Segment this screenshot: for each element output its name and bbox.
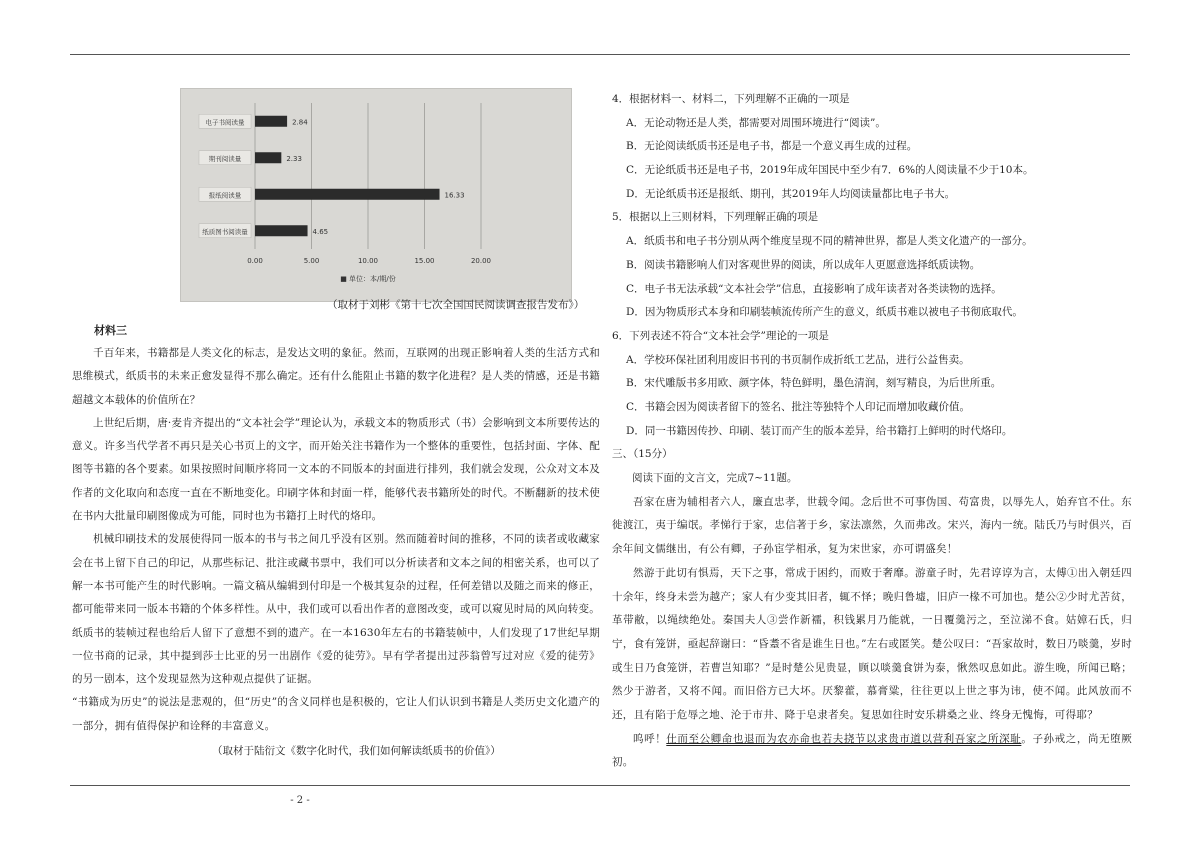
chart-x-tick-label: 5.00: [303, 257, 320, 265]
chart-bar: [255, 225, 308, 236]
question-5-option-d: D．因为物质形式本身和印刷装帧流传所产生的意义，纸质书难以被电子书彻底取代。: [626, 306, 1023, 319]
chart-x-tick-label: 20.00: [470, 257, 492, 265]
classical-p3-start: 呜呼！: [633, 732, 667, 745]
material3-paragraph: “书籍成为历史”的说法是悲观的，但“历史”的含义同样也是积极的，它让人们认识到书籍是人类历史文化遗产的一部分，拥有值得保护和诠释的丰富意义。: [72, 696, 600, 732]
chart-category-label: 期刊阅读量: [208, 154, 242, 163]
question-6-stem: 6．下列表述不符合“文本社会学”理论的一项是: [612, 329, 829, 342]
classical-p3-end: 。子孙戒之，尚无堕厥初。: [612, 732, 1132, 769]
question-5-option-b: B．阅读书籍影响人们对客观世界的阅读，所以成年人更愿意选择纸质读物。: [626, 258, 981, 271]
material3-paragraph: 上世纪后期，唐·麦肯齐提出的“文本社会学”理论认为，承载文本的物质形式（书）会影响到文本所要传达的意义。许多当代学者不再只是关心书页上的文字，而开始关注书籍作为一个整体的重要性，包括封面、字体、配图等书籍的各个要素。如果按照时间顺序将同一文本的不同版本的封面进行排列，我们就会发现，公众对文本及作者的文化取向和态度一直在不断地变化。印刷字体和封面一样，能够代表书籍所处的时代。不断翻新的技术使在书内大批量印刷图像成为可能，同时也为书籍打上时代的烙印。: [72, 416, 600, 523]
chart-category-label: 纸质图书阅读量: [202, 227, 248, 236]
chart-bar: [255, 189, 440, 200]
right-column: [612, 88, 1132, 775]
question-4-option-a: A．无论动物还是人类，都需要对周围环境进行“阅读”。: [626, 116, 886, 129]
question-5-option-a: A．纸质书和电子书分别从两个维度呈现不同的精神世界，都是人类文化遗产的一部分。: [626, 235, 1033, 248]
question-4-option-c: C．无论纸质书还是电子书，2019年成年国民中至少有7．6%的人阅读量不少于10本。: [626, 164, 1034, 177]
chart-category-label: 电子书阅读量: [205, 118, 245, 127]
question-4-option-b: B．无论阅读纸质书还是电子书，都是一个意义再生成的过程。: [626, 140, 918, 153]
bottom-rule: [70, 785, 1130, 786]
question-6-option-b: B．宋代雕版书多用欧、颜字体，特色鲜明，墨色清润，刻写精良，为后世所重。: [626, 377, 1002, 390]
material3-source: （取材于陆衍文《数字化时代，我们如何解读纸质书的价值》）: [212, 745, 501, 757]
reading-volume-chart: [180, 88, 572, 302]
question-5-option-c: C．电子书无法承载“文本社会学”信息，直接影响了成年读者对各类读物的选择。: [626, 282, 1002, 295]
question-4-option-d: D．无论纸质书还是报纸、期刊，其2019年人均阅读量都比电子书大。: [626, 187, 956, 200]
chart-value-label: 16.33: [444, 191, 465, 200]
section3-instruction: 阅读下面的文言文，完成7~11题。: [632, 472, 798, 484]
classical-text: [612, 491, 1132, 775]
top-rule: [70, 54, 1130, 55]
material3-body: [72, 342, 600, 738]
classical-paragraph-1: 吾家在唐为辅相者六人，廉直忠孝，世载令闻。念后世不可事伪国、苟富贵，以辱先人，始弃官不仕。东徙渡江，夷于编氓。孝悌行于家，忠信著于乡，家法凛然，久而弗改。宋兴，海内一统。陆氏乃与时俱兴，百余年间文儒继出，有公有卿，子孙宦学相承，复为宋世家，亦可谓盛矣！: [612, 495, 1132, 556]
material3-title: 材料三: [94, 324, 127, 337]
chart-x-tick-label: 15.00: [414, 257, 435, 265]
question-6-option-a: A．学校环保社团利用废旧书刊的书页制作成折纸工艺品，进行公益售卖。: [626, 353, 970, 366]
material3-paragraph: 千百年来，书籍都是人类文化的标志，是发达文明的象征。然而，互联网的出现正影响着人类的生活方式和思维模式，纸质书的未来正愈发显得不那么确定。还有什么能阻止书籍的数字化进程？是人类的情感，还是书籍超越文本载体的价值所在？: [72, 347, 600, 406]
chart-value-label: 4.65: [312, 227, 329, 236]
classical-paragraph-3: [612, 728, 1132, 775]
chart-source: （取材于刘彬《第十七次全国国民阅读调查报告发布》）: [327, 299, 585, 311]
classical-p3-underlined: 仕而至公卿命也退而为农亦命也若夫挠节以求贵市道以营利吾家之所深耻: [666, 732, 1022, 745]
question-5-stem: 5．根据以上三则材料，下列理解正确的项是: [612, 211, 819, 224]
chart-legend: ■ 单位：本/期/份: [340, 275, 396, 283]
chart-value-label: 2.33: [286, 154, 302, 163]
material3-paragraph: 机械印刷技术的发展使得同一版本的书与书之间几乎没有区别。然而随着时间的推移，不同的读者或收藏家会在书上留下自己的印记，从那些标记、批注或藏书票中，我们可以分析读者和文本之间的相密关系，也可以了解一本书可能产生的时代影响。一篇文稿从编辑到付印是一个极其复杂的过程，任何差错以及随之而来的修正，都可能带来同一版本书籍的个体多样性。从中，我们或可以看出作者的意图改变，或可以窥见时局的风向转变。纸质书的装帧过程也给后人留下了意想不到的遗产。在一本1630年左右的书籍装帧中，人们发现了17世纪早期一位书商的记录，其中提到莎士比亚的另一出剧作《爱的徒劳》。早有学者提出过莎翁曾写过对应《爱的徒劳》的另一剧本，这个发现显然为这种观点提供了证据。: [72, 533, 600, 686]
classical-paragraph-2: 然游于此切有惧焉，天下之事，常成于困约，而败于奢靡。游童子时，先君谆谆为言，太傅①出入朝廷四十余年，终身未尝为越产；家人有少变其旧者，辄不怿；晚归鲁墟，旧庐一椽不可加也。楚公②少时尤苦贫，革带敝，以绳续绝处。秦国夫人③尝作新襦，积钱累月乃能就，一日覆羹污之，至泣涕不食。姑嫜石氏，归宁，食有笼饼，亟起辞谢曰：“昏耋不省是谁生日也。”左右或匿笑。楚公叹曰：“吾家故时，数日乃啖羹，岁时或生日乃食笼饼，若曹岂知耶？”是时楚公见贵显，顾以啖羹食饼为泰，愀然叹息如此。游生晚，所闻已略；然少于游者，又将不闻。而旧俗方已大坏。厌黎藿，慕膏粱，往往更以上世之事为讳，使不闻。此风放而不还，且有陷于危辱之地、沦于市井、降于皂隶者矣。复思如往时安乐耕桑之业、终身无愧悔，可得耶？: [612, 566, 1132, 722]
question-4-stem: 4．根据材料一、材料二，下列理解不正确的一项是: [612, 93, 850, 105]
question-6-option-c: C．书籍会因为阅读者留下的签名、批注等独特个人印记而增加收藏价值。: [626, 400, 971, 413]
question-6-option-d: D．同一书籍因传抄、印刷、装订而产生的版本差异，给书籍打上鲜明的时代烙印。: [626, 424, 1013, 437]
chart-x-tick-label: 0.00: [247, 257, 263, 265]
chart-bar: [255, 116, 287, 127]
chart-svg: [181, 89, 571, 301]
chart-x-tick-label: 10.00: [357, 257, 379, 265]
page-number: - 2 -: [290, 795, 310, 806]
chart-bar: [255, 152, 281, 163]
chart-value-label: 2.84: [292, 118, 308, 127]
chart-category-label: 报纸阅读量: [208, 191, 242, 200]
section3-heading: 三、（15分）: [612, 448, 673, 461]
